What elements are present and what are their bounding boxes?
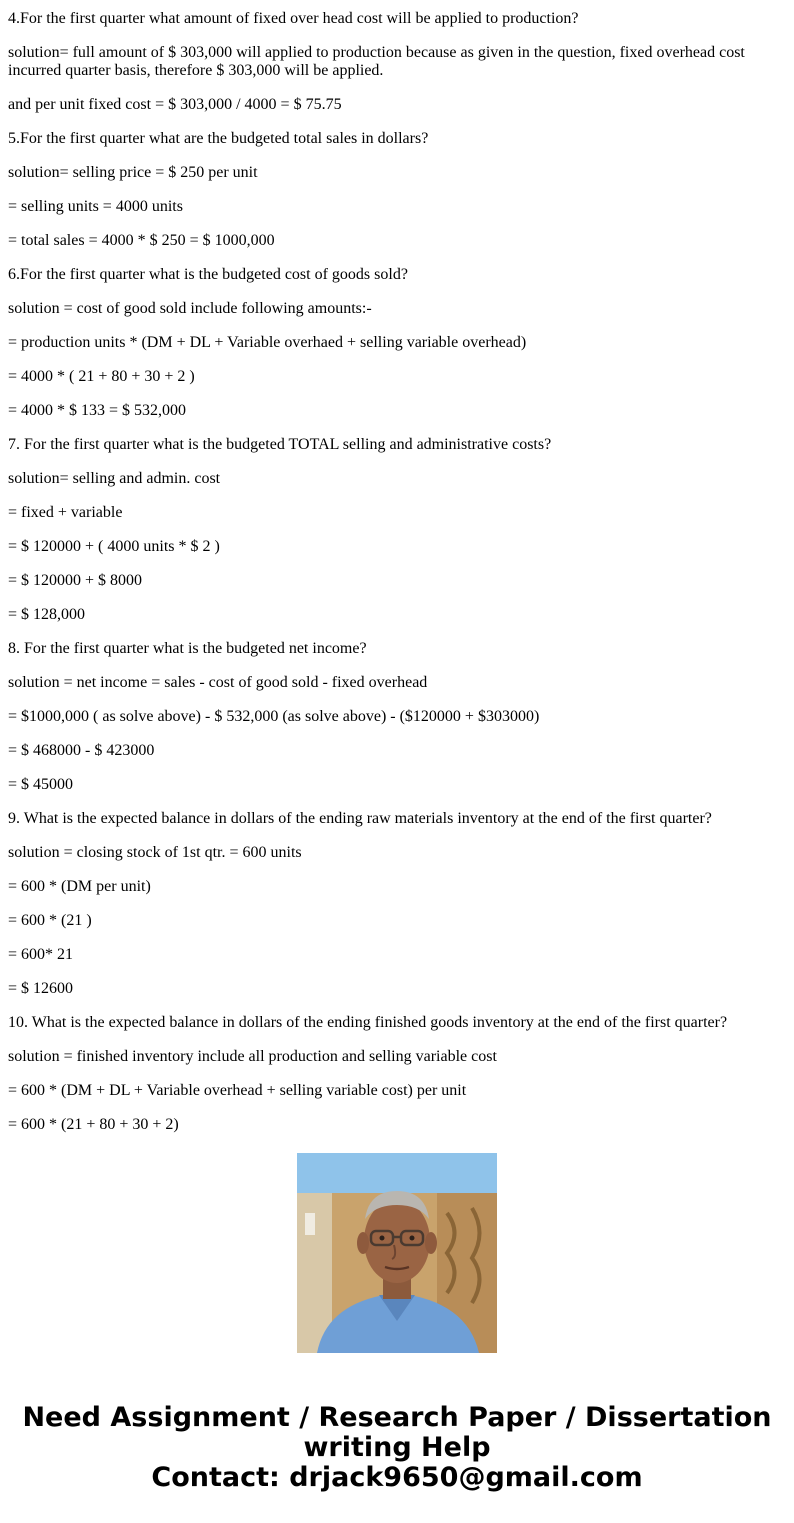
doc-line: = 600 * (DM + DL + Variable overhead + selling variable cost) per unit [8, 1082, 467, 1099]
avatar [297, 1153, 497, 1353]
doc-line: solution = cost of good sold include following amounts:- [8, 300, 372, 317]
doc-line: solution= selling and admin. cost [8, 470, 221, 487]
doc-line: = $1000,000 ( as solve above) - $ 532,000 (as solve above) - ($120000 + $303000) [8, 708, 540, 725]
doc-line: = 600 * (21 ) [8, 912, 92, 929]
doc-line: solution= selling price = $ 250 per unit [8, 164, 258, 181]
doc-line: = selling units = 4000 units [8, 198, 183, 215]
doc-line: 5.For the first quarter what are the budgeted total sales in dollars? [8, 130, 429, 147]
doc-line: = $ 120000 + ( 4000 units * $ 2 ) [8, 538, 220, 555]
doc-line: 10. What is the expected balance in dollars of the ending finished goods inventory at the end of the first quarter? [8, 1014, 728, 1031]
doc-line: 7. For the first quarter what is the budgeted TOTAL selling and administrative costs? [8, 436, 552, 453]
doc-line: solution= full amount of $ 303,000 will applied to production because as given in the question, fixed overhead cost incurred quarter basis, therefore $ 303,000 will be applied. [8, 44, 745, 79]
contact-email: Contact: drjack9650@gmail.com [151, 1462, 643, 1493]
doc-line: 6.For the first quarter what is the budgeted cost of goods sold? [8, 266, 408, 283]
doc-line: 8. For the first quarter what is the budgeted net income? [8, 640, 367, 657]
doc-line: = production units * (DM + DL + Variable overhaed + selling variable overhead) [8, 334, 527, 351]
doc-line: 4.For the first quarter what amount of fixed over head cost will be applied to production? [8, 10, 579, 27]
contact-banner [0, 1403, 794, 1493]
doc-line: solution = net income = sales - cost of good sold - fixed overhead [8, 674, 428, 691]
doc-line: = fixed + variable [8, 504, 123, 521]
doc-line: = $ 468000 - $ 423000 [8, 742, 155, 759]
person-photo-icon [297, 1153, 497, 1353]
doc-line: = 4000 * ( 21 + 80 + 30 + 2 ) [8, 368, 195, 385]
doc-line: = $ 45000 [8, 776, 74, 793]
doc-line: = 4000 * $ 133 = $ 532,000 [8, 402, 187, 419]
doc-line: = total sales = 4000 * $ 250 = $ 1000,000 [8, 232, 275, 249]
doc-line: solution = finished inventory include all production and selling variable cost [8, 1048, 497, 1065]
doc-line: = $ 120000 + $ 8000 [8, 572, 143, 589]
doc-line: 9. What is the expected balance in dollars of the ending raw materials inventory at the end of the first quarter? [8, 810, 712, 827]
doc-line: = 600 * (DM per unit) [8, 878, 151, 895]
doc-line: solution = closing stock of 1st qtr. = 600 units [8, 844, 302, 861]
doc-line: = 600 * (21 + 80 + 30 + 2) [8, 1116, 179, 1133]
doc-line: = 600* 21 [8, 946, 74, 963]
doc-line: = $ 12600 [8, 980, 74, 997]
doc-line: = $ 128,000 [8, 606, 86, 623]
doc-line: and per unit fixed cost = $ 303,000 / 4000 = $ 75.75 [8, 96, 342, 113]
promo-headline: Need Assignment / Research Paper / Dissertation writing Help [22, 1402, 772, 1463]
